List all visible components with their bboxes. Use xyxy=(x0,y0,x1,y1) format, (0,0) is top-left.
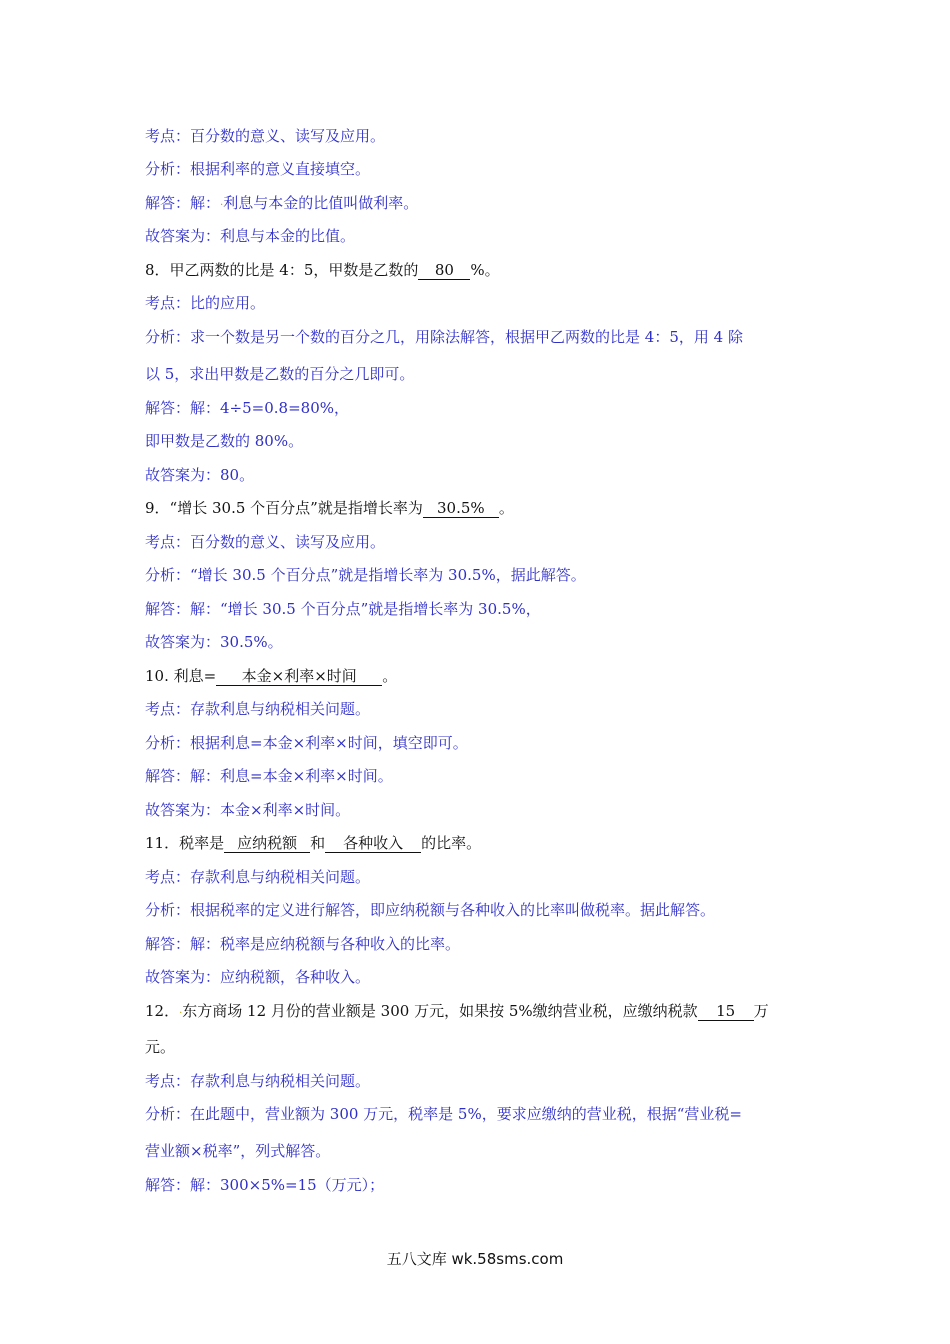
answer-text: 故答案为：利息与本金的比值。 xyxy=(145,227,356,245)
question-10: 10. 利息= 本金×利率×时间 。 xyxy=(145,667,398,685)
answer-text: 故答案为：应纳税额，各种收入。 xyxy=(145,968,371,986)
answer-text: 故答案为：80。 xyxy=(145,466,255,484)
analysis-text-cont: 以 5，求出甲数是乙数的百分之几即可。 xyxy=(145,365,415,383)
analysis-text: 分析：“增长 30.5 个百分点”就是指增长率为 30.5%，据此解答。 xyxy=(145,566,586,584)
solution-text: 解答：解：4÷5=0.8=80%， xyxy=(145,399,349,417)
analysis-text: 分析：求一个数是另一个数的百分之几，用除法解答，根据甲乙两数的比是 4：5，用 4 除 xyxy=(145,328,743,346)
solution-text: 解答：解：税率是应纳税额与各种收入的比率。 xyxy=(145,935,461,953)
answer-blank: 本金×利率×时间 xyxy=(216,667,382,686)
answer-text: 故答案为：本金×利率×时间。 xyxy=(145,801,351,819)
analysis-text: 分析：根据税率的定义进行解答，即应纳税额与各种收入的比率叫做税率。据此解答。 xyxy=(145,901,716,919)
answer-blank: 80 xyxy=(418,261,470,280)
answer-blank: 30.5% xyxy=(423,499,499,518)
solution-text: 解答：解：.利息与本金的比值叫做利率。 xyxy=(145,194,419,212)
answer-text: 故答案为：30.5%。 xyxy=(145,633,283,651)
solution-text: 解答：解：利息=本金×利率×时间。 xyxy=(145,767,393,785)
answer-blank-1: 应纳税额 xyxy=(224,834,310,853)
analysis-point: 考点：百分数的意义、读写及应用。 xyxy=(145,127,386,145)
page-footer: 五八文库 wk.58sms.com xyxy=(386,1250,564,1268)
question-9: 9．“增长 30.5 个百分点”就是指增长率为 30.5% 。 xyxy=(145,499,514,517)
solution-text-cont: 即甲数是乙数的 80%。 xyxy=(145,432,304,450)
marker-dot: . xyxy=(220,197,224,208)
analysis-text: 分析：根据利息=本金×利率×时间，填空即可。 xyxy=(145,734,468,752)
marker-dot: . xyxy=(179,1005,183,1016)
solution-text: 解答：解：300×5%=15（万元）； xyxy=(145,1176,385,1194)
analysis-point: 考点：存款利息与纳税相关问题。 xyxy=(145,1072,371,1090)
analysis-point: 考点：存款利息与纳税相关问题。 xyxy=(145,868,371,886)
question-8: 8．甲乙两数的比是 4：5，甲数是乙数的 80 %。 xyxy=(145,261,500,279)
analysis-point: 考点：比的应用。 xyxy=(145,294,266,312)
question-12: 12．.东方商场 12 月份的营业额是 300 万元，如果按 5%缴纳营业税，应缴纳税款 15 万 xyxy=(145,1002,769,1020)
analysis-point: 考点：百分数的意义、读写及应用。 xyxy=(145,533,386,551)
answer-blank-2: 各种收入 xyxy=(325,834,421,853)
answer-blank: 15 xyxy=(698,1002,754,1021)
question-12-cont: 元。 xyxy=(145,1038,176,1056)
solution-text: 解答：解：“增长 30.5 个百分点”就是指增长率为 30.5%， xyxy=(145,600,541,618)
analysis-text: 分析：根据利率的意义直接填空。 xyxy=(145,160,371,178)
analysis-point: 考点：存款利息与纳税相关问题。 xyxy=(145,700,371,718)
analysis-text: 分析：在此题中，营业额为 300 万元，税率是 5%，要求应缴纳的营业税，根据“营业税= xyxy=(145,1105,742,1123)
question-11: 11．税率是 应纳税额 和 各种收入 的比率。 xyxy=(145,834,482,852)
analysis-text-cont: 营业额×税率”，列式解答。 xyxy=(145,1142,331,1160)
